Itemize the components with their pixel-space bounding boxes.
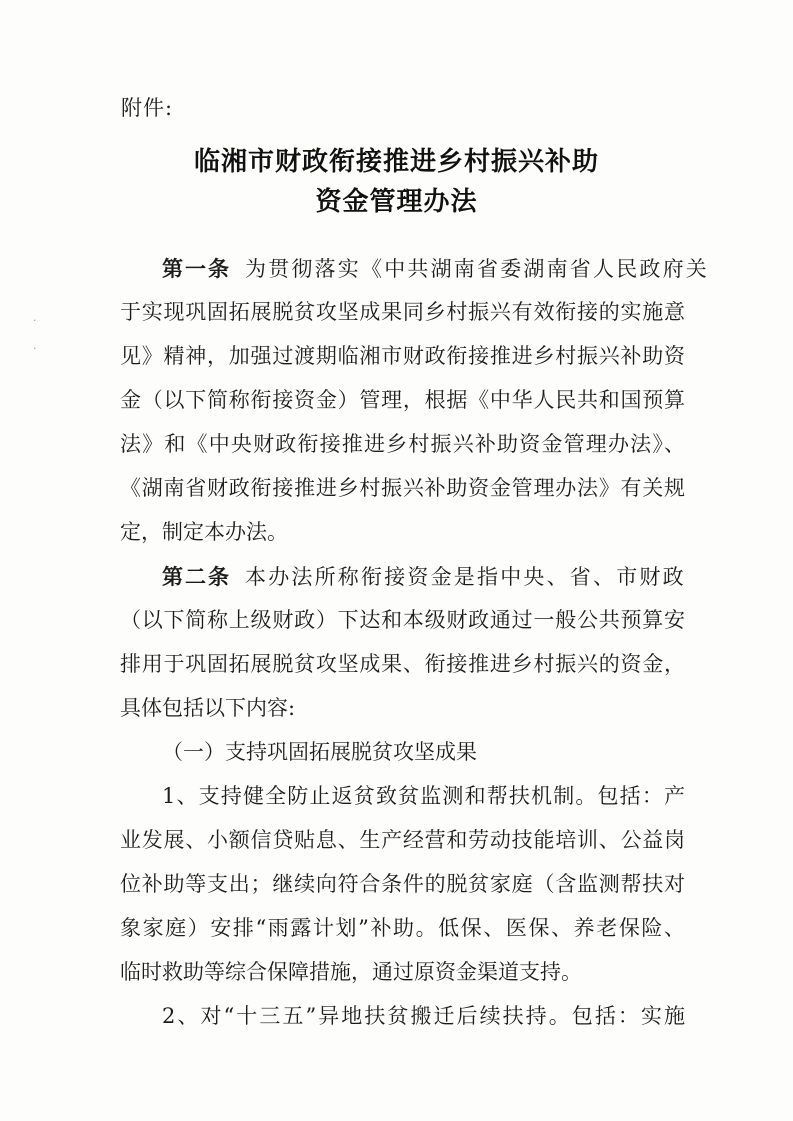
article-2-line: 具体包括以下内容:: [120, 696, 296, 720]
article-2-line: 排用于巩固拓展脱贫攻坚成果、衔接推进乡村振兴的资金，: [120, 652, 685, 676]
item-1-line: 位补助等支出；继续向符合条件的脱贫家庭（含监测帮扶对: [120, 872, 685, 896]
article-1-line: 于实现巩固拓展脱贫攻坚成果同乡村振兴有效衔接的实施意: [120, 300, 685, 324]
section-1-heading: （一）支持巩固拓展脱贫攻坚成果: [162, 740, 477, 764]
article-1-line: 《湖南省财政衔接推进乡村振兴补助资金管理办法》有关规: [120, 476, 685, 500]
item-1-line: 1、支持健全防止返贫致贫监测和帮扶机制。包括：产: [162, 784, 685, 808]
article-1-first-line: [162, 256, 709, 281]
article-1-line: 见》精神，加强过渡期临湘市财政衔接推进乡村振兴补助资: [120, 344, 685, 368]
article-1-line: 定，制定本办法。: [120, 520, 288, 544]
page-title-line-2: 资金管理办法: [315, 187, 478, 217]
article-2-text: 本办法所称衔接资金是指中央、省、市财政: [245, 565, 686, 589]
item-1-line: 临时救助等综合保障措施，通过原资金渠道支持。: [120, 960, 582, 984]
scan-mark: ·: [33, 314, 37, 327]
article-1-heading: 第一条: [162, 256, 231, 281]
article-1-text: 为贯彻落实《中共湖南省委湖南省人民政府关: [245, 257, 709, 281]
article-2-first-line: [162, 566, 685, 588]
article-1-line: 金（以下简称衔接资金）管理，根据《中华人民共和国预算: [120, 388, 685, 412]
attachment-label: 附件:: [121, 96, 174, 120]
item-1-line: 象家庭）安排“雨露计划”补助。低保、医保、养老保险、: [120, 916, 685, 940]
article-1-line: 法》和《中央财政衔接推进乡村振兴补助资金管理办法》、: [120, 432, 685, 456]
item-1-line: 业发展、小额信贷贴息、生产经营和劳动技能培训、公益岗: [120, 828, 685, 852]
page-title-line-1: 临湘市财政衔接推进乡村振兴补助: [193, 147, 599, 177]
scan-mark: ·: [33, 342, 37, 355]
article-2-heading: 第二条: [162, 564, 231, 589]
article-2-line: （以下简称上级财政）下达和本级财政通过一般公共预算安: [120, 608, 685, 632]
item-2-line: 2、对“十三五”异地扶贫搬迁后续扶持。包括：实施: [162, 1004, 685, 1028]
